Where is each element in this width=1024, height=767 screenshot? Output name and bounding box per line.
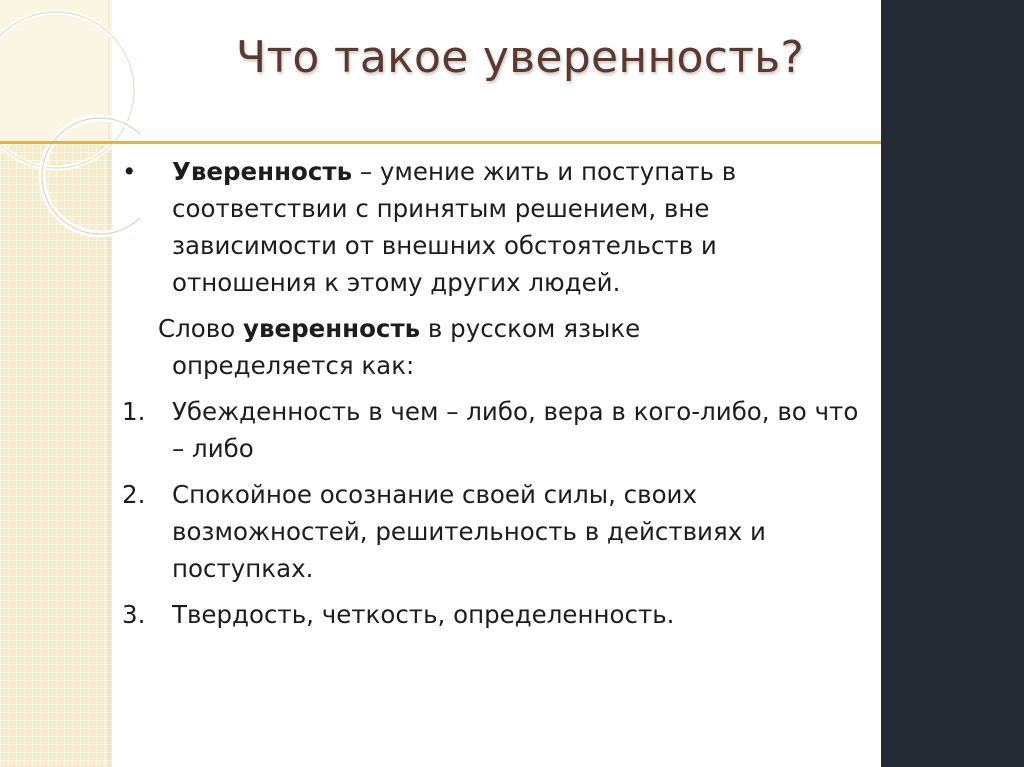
meaning-item-1	[122, 393, 867, 467]
meaning-text: Твердость, четкость, определенность.	[172, 600, 675, 629]
word-intro-line2: определяется как:	[172, 351, 415, 380]
list-number: 1.	[122, 397, 146, 426]
word-intro-prefix: Слово	[158, 314, 243, 343]
meaning-item-2	[122, 476, 867, 587]
definition-term: Уверенность	[172, 157, 353, 186]
word-intro-paragraph	[122, 310, 867, 384]
definition-text: – умение жить и поступать в соответствии с принятым решением, вне зависимости от внешних обстоятельств и отношения к этому других людей.	[172, 157, 737, 297]
meaning-item-3	[122, 596, 867, 633]
definition-item	[122, 153, 867, 301]
meaning-text: Убежденность в чем – либо, вера в кого-либо, во что – либо	[172, 397, 859, 463]
decorative-circles	[0, 0, 140, 260]
word-intro-suffix: в русском языке	[420, 314, 641, 343]
slide-title: Что такое уверенность?	[236, 32, 805, 83]
word-intro-term: уверенность	[242, 314, 421, 343]
right-dark-band	[881, 0, 1024, 767]
meaning-text: Спокойное осознание своей силы, своих возможностей, решительность в действиях и поступках.	[172, 480, 766, 583]
bullet-marker: •	[122, 157, 137, 186]
slide-body	[122, 150, 867, 633]
title-divider-line	[0, 141, 881, 144]
list-number: 2.	[122, 480, 146, 509]
list-number: 3.	[122, 600, 146, 629]
